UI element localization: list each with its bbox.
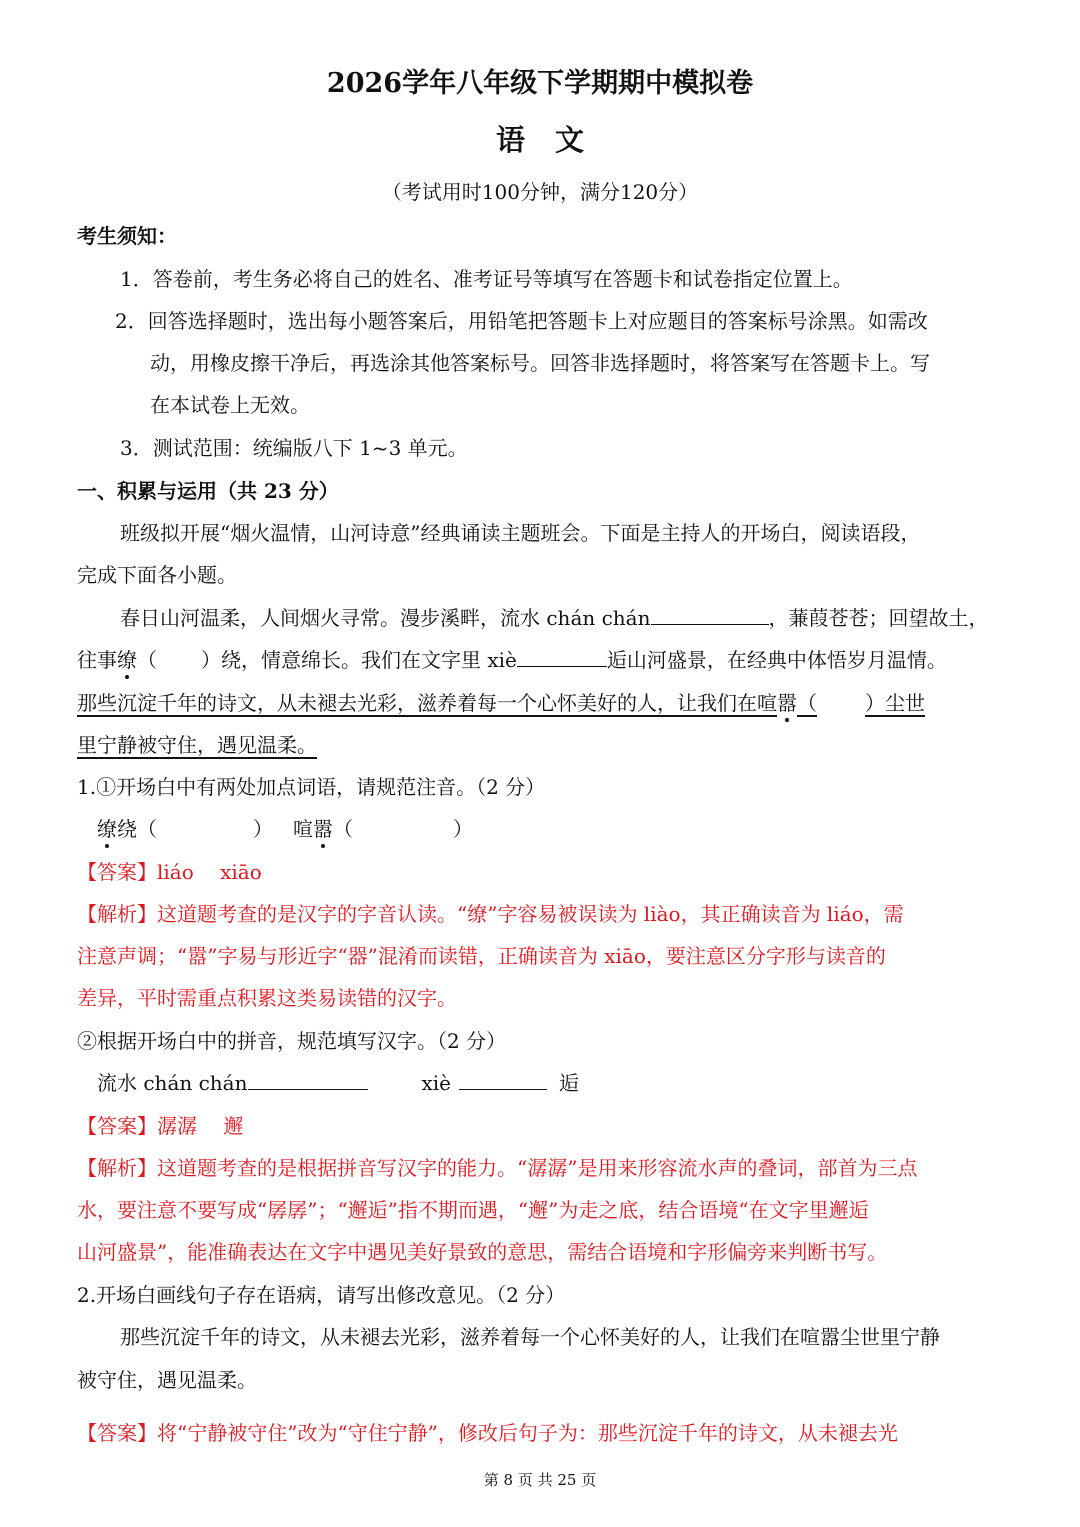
exam-title: 2026学年八年级下学期期中模拟卷 xyxy=(326,68,754,99)
section-intro-cont: 完成下面各小题。 xyxy=(77,563,237,587)
notice-heading: 考生须知： xyxy=(77,224,177,248)
passage-line-2: 往事缭（ ）绕，情意绵长。我们在文字里 xiè 逅山河盛景，在经典中体悟岁月温情。 xyxy=(77,645,947,675)
question-2-answer: 【答案】将“宁静被守住”改为“守住宁静”，修改后句子为：那些沉淀千年的诗文，从未褪去光 xyxy=(77,1421,898,1445)
notice-item-2-cont: 动，用橡皮擦干净后，再选涂其他答案标号。回答非选择题时，将答案写在答题卡上。写 xyxy=(150,351,930,375)
section-intro: 班级拟开展“烟火温情，山河诗意”经典诵读主题班会。下面是主持人的开场白，阅读语段， xyxy=(120,521,921,545)
passage-line-1: 春日山河温柔，人间烟火寻常。漫步溪畔，流水 chán chán ，蒹葭苍苍；回望故土， xyxy=(120,606,989,630)
notice-item-1: 1．答卷前，考生务必将自己的姓名、准考证号等填写在答题卡和试卷指定位置上。 xyxy=(120,267,853,291)
question-2-sentence-cont: 被守住，遇见温柔。 xyxy=(77,1368,257,1392)
question-1-sub2-answer: 【答案】潺潺 邂 xyxy=(77,1114,244,1138)
notice-item-2-cont2: 在本试卷上无效。 xyxy=(150,393,310,417)
notice-item-3: 3．测试范围：统编版八下 1~3 单元。 xyxy=(120,436,468,460)
question-1-sub2-stem: ②根据开场白中的拼音，规范填写汉字。（2 分） xyxy=(77,1029,507,1053)
question-2-stem: 2.开场白画线句子存在语病，请写出修改意见。（2 分） xyxy=(77,1283,566,1307)
question-1-blanks: 缭绕（ ） 喧嚣（ ） xyxy=(97,814,473,844)
question-1-sub2-analysis: 【解析】这道题考查的是根据拼音写汉字的能力。“潺潺”是用来形容流水声的叠词，部首为三点 xyxy=(77,1156,918,1180)
question-1-sub2-analysis-cont: 水，要注意不要写成“孱孱”；“邂逅”指不期而遇，“邂”为走之底，结合语境“在文字里邂逅 xyxy=(77,1198,869,1222)
exam-info: （考试用时100分钟，满分120分） xyxy=(381,180,699,204)
subject-title: 语文 xyxy=(495,123,614,157)
question-1-analysis: 【解析】这道题考查的是汉字的字音认读。“缭”字容易被误读为 liào，其正确读音为 liáo，需 xyxy=(77,902,904,926)
notice-item-2: 2．回答选择题时，选出每小题答案后，用铅笔把答题卡上对应题目的答案标号涂黑。如需改 xyxy=(115,309,928,333)
passage-underlined-line-3: 那些沉淀千年的诗文，从未褪去光彩，滋养着每一个心怀美好的人，让我们在喧嚣（ ）尘世 xyxy=(77,688,925,718)
question-1-sub2-analysis-cont2: 山河盛景”，能准确表达在文字中遇见美好景致的意思，需结合语境和字形偏旁来判断书写。 xyxy=(77,1240,888,1264)
question-1-stem: 1.①开场白中有两处加点词语，请规范注音。（2 分） xyxy=(77,775,546,799)
section-heading: 一、积累与运用（共 23 分） xyxy=(77,479,339,503)
question-1-sub2-blanks: 流水 chán chán xiè 逅 xyxy=(97,1071,580,1095)
page-footer: 第 8 页 共 25 页 xyxy=(483,1471,597,1489)
question-1-answer: 【答案】liáo xiāo xyxy=(77,860,262,884)
question-1-analysis-cont: 注意声调；“嚣”字易与形近字“器”混淆而读错，正确读音为 xiāo，要注意区分字形与读音的 xyxy=(77,944,886,968)
question-1-analysis-cont2: 差异，平时需重点积累这类易读错的汉字。 xyxy=(77,986,457,1010)
question-2-sentence: 那些沉淀千年的诗文，从未褪去光彩，滋养着每一个心怀美好的人，让我们在喧嚣尘世里宁静 xyxy=(120,1325,940,1349)
passage-underlined-line-4: 里宁静被守住，遇见温柔。 xyxy=(77,733,317,757)
